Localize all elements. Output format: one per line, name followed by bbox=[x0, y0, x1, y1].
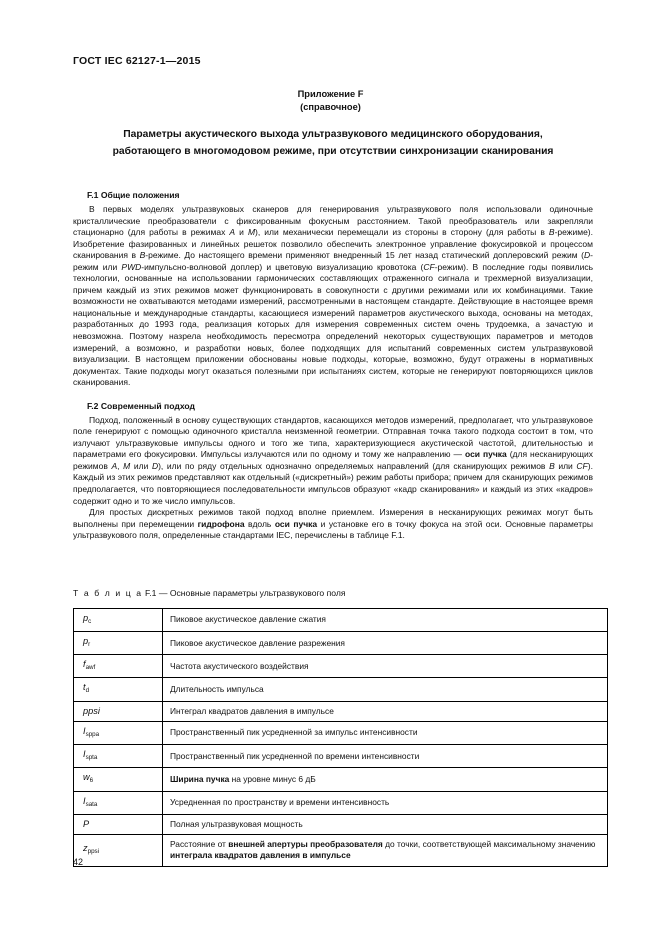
parameter-symbol: P bbox=[74, 814, 163, 834]
emphasised-term: Ширина пучка bbox=[170, 773, 230, 784]
mode-letter: B bbox=[549, 460, 555, 471]
mode-letter: M bbox=[123, 460, 131, 471]
emphasised-term: оси пучка bbox=[274, 518, 318, 529]
parameter-description: Пространственный пик усредненной за импульс интенсивности bbox=[163, 722, 608, 745]
body-content bbox=[73, 190, 593, 542]
parameters-table-body bbox=[74, 609, 608, 867]
standard-header: ГОСТ IEC 62127-1—2015 bbox=[73, 55, 201, 67]
parameter-symbol: $I_{spta}$ bbox=[74, 745, 163, 768]
parameter-symbol: $p_r$ bbox=[74, 632, 163, 655]
parameter-symbol-subscript: awf bbox=[85, 664, 96, 672]
table-row bbox=[74, 678, 608, 701]
parameters-table bbox=[73, 608, 608, 867]
mode-letter: CF bbox=[576, 460, 588, 471]
page-number: 42 bbox=[73, 857, 84, 867]
parameter-description: Ширина пучка на уровне минус 6 дБ bbox=[163, 768, 608, 791]
parameter-symbol-subscript: r bbox=[88, 640, 91, 648]
title-line-2: работающего в многомодовом режиме, при отсутствии синхронизации сканирования bbox=[112, 145, 554, 157]
section-heading-f2: F.2 Современный подход bbox=[87, 400, 195, 411]
parameter-symbol: ppsi bbox=[74, 701, 163, 721]
table-caption-rest: F.1 — Основные параметры ультразвукового поля bbox=[144, 588, 346, 598]
parameter-symbol: $p_c$ bbox=[74, 609, 163, 632]
emphasised-term: внешней апертуры преобразователя bbox=[228, 839, 383, 850]
mode-letter: CF bbox=[423, 261, 435, 272]
table-row bbox=[74, 814, 608, 834]
parameter-symbol: $t_d$ bbox=[74, 678, 163, 701]
parameter-description: Расстояние от внешней апертуры преобразователя до точки, соответствующей максимальному значению интеграла квадратов давления в импульсе bbox=[163, 835, 608, 867]
mode-letter: A bbox=[229, 227, 236, 238]
table-row bbox=[74, 791, 608, 814]
parameter-description: Усредненная по пространству и времени интенсивность bbox=[163, 791, 608, 814]
parameter-description: Частота акустического воздействия bbox=[163, 655, 608, 678]
emphasised-term: гидрофона bbox=[197, 518, 245, 529]
annex-block bbox=[0, 88, 661, 114]
table-row bbox=[74, 632, 608, 655]
mode-letter: B bbox=[139, 250, 146, 261]
paragraph-f2-1: Подход, положенный в основу существующих стандартов, касающихся методов измерений, предполагает, что ультразвуковое поле генерируют с помощью одиночного кристалла неизменной геометрии. Отправная точка такого подхода состоит в том, что излучают ультразвуковые импульсы одного и того же типа, характеризующиеся акустической частотой, длительностью и параметрами его фокусировки. Импульсы излучаются или по одному и тому же направлению — оси пучка (для несканирующих режимов A, M или D), или по ряду отдельных однозначно определяемых направлений (для сканирующих режимов B или CF). Каждый из этих режимов представляют как отдельный («дискретный») режим работы прибора; причем для сканирующих режимов предполагается, что повторяющиеся последовательности импульсов образуют «кадр сканирования» и каждый из этих «кадров» содержит одно и то же число импульсов. bbox=[73, 414, 594, 506]
parameter-symbol: $f_{awf}$ bbox=[74, 655, 163, 678]
mode-letter: A bbox=[111, 460, 118, 471]
parameter-symbol-subscript: 6 bbox=[89, 777, 94, 785]
parameter-description: Длительность импульса bbox=[163, 678, 608, 701]
mode-letter: D bbox=[584, 250, 591, 261]
table-row bbox=[74, 655, 608, 678]
table-caption bbox=[73, 588, 346, 598]
mode-letter: M bbox=[247, 227, 256, 238]
paragraph-f1-1: В первых моделях ультразвуковых сканеров для генерирования ультразвукового поля использовали одиночные кристаллические преобразователи с фиксированным фокусным расстоянием. Такой преобразователь или закрепляли стационарно (для работы в режимах A и M), или механически перемещали из стороны в сторону (для работы в B-режиме). Изобретение фазированных и линейных решеток позволило обеспечить электронное управление фокусировкой и процессом сканирования в B-режиме. До настоящего времени применяют внедренный 15 лет назад статический доплеровский режим (D-режим или PWD-импульсно-волновой доплер) и цветовую визуализацию кровотока (CF-режим). В последние годы появились технологии, основанные на использовании гармонических составляющих отраженного сигнала и трехмерной визуализации, причем каждый из этих режимов может функционировать в совокупности с другими режимами или их комбинациями. Такие возможности не охватываются методами измерений, рассмотренными в настоящем стандарте. Действующие в настоящее время национальные и международные стандарты, касающиеся измерений параметров акустического выхода, основаны на методах, разработанных до 1993 года, реализация которых для измерения современных систем очень трудоемка, а зачастую и невозможна. Поэтому назрела необходимость пересмотра определений некоторых существующих параметров и методов измерений, а возможно, и разработки новых, более подходящих для испытаний современных систем ультразвуковой визуализации. В настоящем приложении обоснованы новые подходы, которые, возможно, будут отражены в нормативных документах. Такие подходы могут оказаться полезными при испытаниях систем, которые не генерируют повторяющихся циклов сканирования. bbox=[73, 204, 593, 388]
parameter-symbol-subscript: sata bbox=[85, 800, 98, 808]
parameter-description: Интеграл квадратов давления в импульсе bbox=[163, 701, 608, 721]
parameter-symbol-subscript: c bbox=[88, 617, 92, 625]
parameter-description: Пиковое акустическое давление сжатия bbox=[163, 609, 608, 632]
parameter-symbol-subscript: d bbox=[85, 687, 90, 695]
table-row bbox=[74, 722, 608, 745]
parameter-symbol-subscript: ppsi bbox=[87, 848, 100, 856]
parameter-symbol-subscript: spta bbox=[85, 753, 98, 761]
table-row bbox=[74, 768, 608, 791]
table-row bbox=[74, 835, 608, 867]
table-row bbox=[74, 609, 608, 632]
table-caption-prefix: Т а б л и ц а bbox=[73, 588, 143, 598]
parameter-description: Пространственный пик усредненной по времени интенсивности bbox=[163, 745, 608, 768]
parameter-symbol: $w_6$ bbox=[74, 768, 163, 791]
mode-letter: PWD bbox=[121, 261, 142, 272]
table-row bbox=[74, 701, 608, 721]
parameter-symbol: $z_{ppsi}$ bbox=[74, 835, 163, 867]
section-heading-f1: F.1 Общие положения bbox=[87, 190, 180, 200]
parameter-description: Пиковое акустическое давление разрежения bbox=[163, 632, 608, 655]
emphasised-term: оси пучка bbox=[464, 449, 507, 460]
parameter-symbol: $I_{sppa}$ bbox=[74, 722, 163, 745]
parameter-description: Полная ультразвуковая мощность bbox=[163, 814, 608, 834]
mode-letter: D bbox=[151, 460, 159, 471]
annex-type: (справочное) bbox=[300, 102, 361, 112]
paragraph-f2-2: Для простых дискретных режимов такой подход вполне приемлем. Измерения в несканирующих режимах могут быть выполнены при перемещении гидрофона вдоль оси пучка и установке его в точку фокуса на этой оси. Основные параметры ультразвукового поля, определенные стандартами IEC, перечислены в таблице F.1. bbox=[73, 507, 593, 541]
parameter-symbol-subscript: sppa bbox=[85, 730, 100, 738]
annex-label: Приложение F bbox=[297, 89, 364, 99]
title-line-1: Параметры акустического выхода ультразвукового медицинского оборудования, bbox=[123, 129, 543, 140]
table-row bbox=[74, 745, 608, 768]
parameter-symbol: $I_{sata}$ bbox=[74, 791, 163, 814]
page-title bbox=[73, 127, 593, 160]
emphasised-term: интеграла квадратов давления в импульсе bbox=[170, 850, 351, 861]
mode-letter: B bbox=[548, 227, 555, 238]
